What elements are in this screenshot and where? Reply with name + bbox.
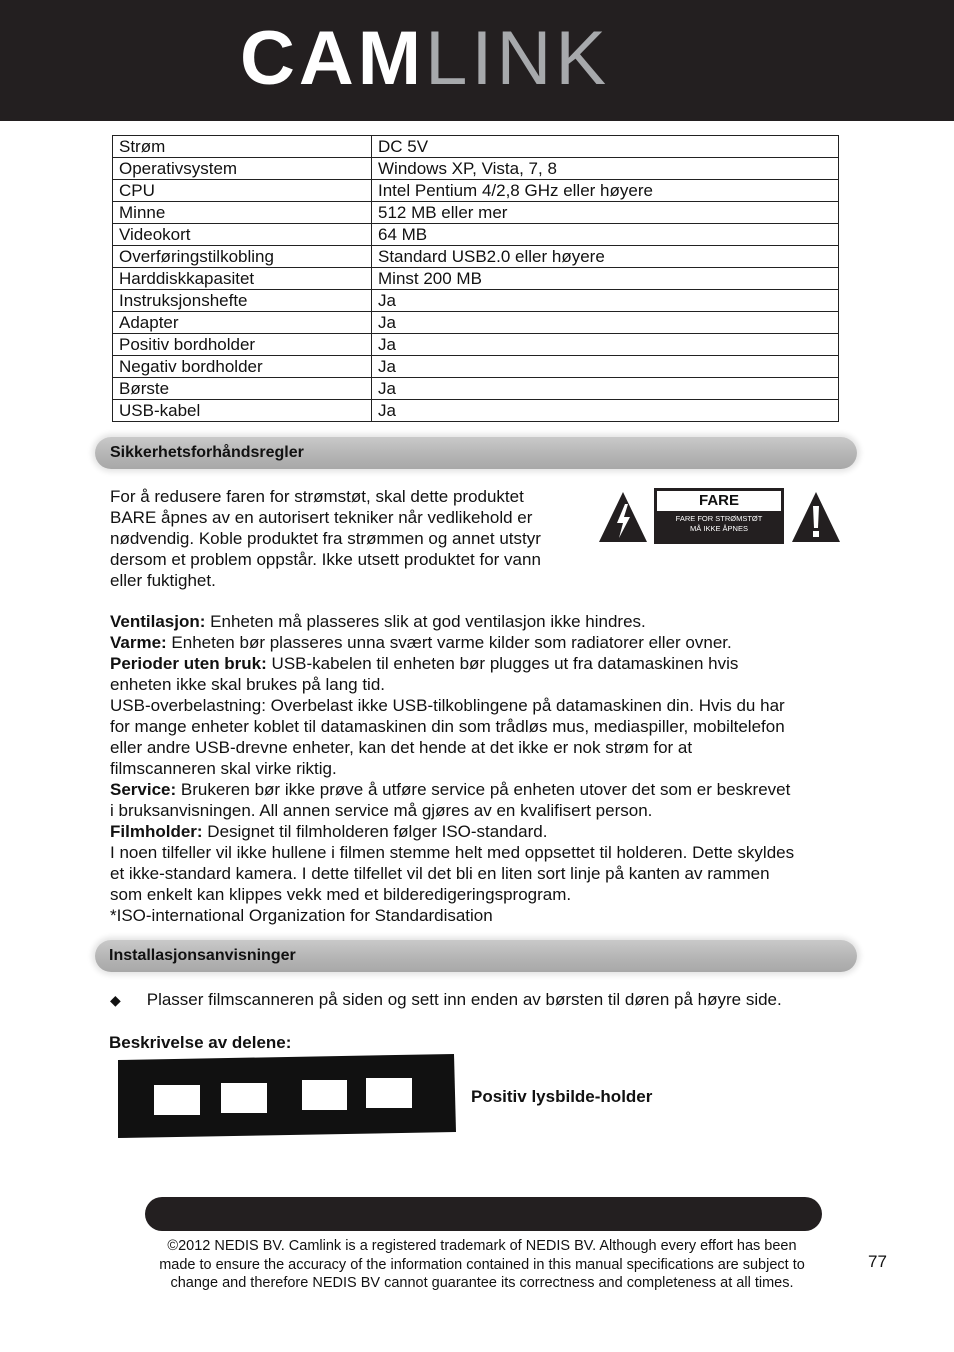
spec-value: 64 MB [372,224,839,246]
spec-key: Negativ bordholder [113,356,372,378]
usb-line: USB-overbelastning: Overbelast ikke USB-tilkoblingene på datamaskinen din. Hvis du har [110,696,785,715]
part-label: Positiv lysbilde-holder [471,1087,653,1106]
footer-bar [145,1197,822,1231]
spec-key: Videokort [113,224,372,246]
danger-label [654,488,784,544]
section-bar-safety [95,437,857,469]
heat-text: Enheten bør plasseres unna svært varme kilder som radiatorer eller ovner. [166,633,732,652]
ventilation-line [110,611,850,632]
danger-line: MÅ IKKE ÅPNES [690,524,748,533]
spec-value: Ja [372,400,839,422]
parts-heading: Beskrivelse av delene: [109,1033,292,1052]
slide-holder-image [116,1054,456,1138]
table-row [113,312,839,334]
spec-value: Ja [372,312,839,334]
table-row [113,290,839,312]
film-line: I noen tilfeller vil ikke hullene i filmen stemme helt med oppsettet til holderen. Dette skyldes [110,843,795,862]
safety-intro [110,486,580,591]
table-row [113,180,839,202]
section-bar-install [95,940,857,972]
service-line [110,779,850,800]
specs-table [112,135,839,422]
danger-line: FARE FOR STRØMSTØT [675,514,763,523]
diamond-bullet-icon: ◆ [110,992,121,1008]
film-holder-text: Designet til filmholderen følger ISO-standard. [202,822,548,841]
ventilation-text: Enheten må plasseres slik at god ventilasjon ikke hindres. [205,612,646,631]
spec-value: Ja [372,290,839,312]
table-row [113,356,839,378]
table-row [113,136,839,158]
table-row [113,158,839,180]
spec-key: Instruksjonshefte [113,290,372,312]
film-holder-label: Filmholder: [110,822,203,841]
idle-line-2: enheten ikke skal brukes på lang tid. [110,675,386,694]
table-row [113,334,839,356]
spec-value: 512 MB eller mer [372,202,839,224]
spec-key: Adapter [113,312,372,334]
service-line-2: i bruksanvisningen. All annen service må gjøres av en kvalifisert person. [110,801,653,820]
heat-line [110,632,850,653]
spec-key: Børste [113,378,372,400]
exclamation-warning-icon [790,490,842,544]
film-line: som enkelt kan klippes vekk med et bilderedigeringsprogram. [110,885,572,904]
table-row [113,378,839,400]
section-heading-install: Installasjonsanvisninger [109,947,296,964]
film-line: *ISO-international Organization for Standardisation [110,906,493,925]
table-row [113,202,839,224]
spec-value: Ja [372,334,839,356]
logo-cam: CAM [240,16,426,101]
spec-key: Overføringstilkobling [113,246,372,268]
spec-key: Minne [113,202,372,224]
safety-intro-line: BARE åpnes av en autorisert tekniker når vedlikehold er [110,508,533,527]
warning-labels [597,488,842,546]
spec-key: USB-kabel [113,400,372,422]
usb-line: eller andre USB-drevne enheter, kan det hende at det ikke er nok strøm for at [110,738,693,757]
ventilation-label: Ventilasjon: [110,612,206,631]
footer-line: change and therefore NEDIS BV cannot guarantee its correctness and completeness at all times. [170,1275,794,1291]
spec-value: Minst 200 MB [372,268,839,290]
spec-value: Intel Pentium 4/2,8 GHz eller høyere [372,180,839,202]
spec-key: Harddiskkapasitet [113,268,372,290]
safety-intro-line: dersom et problem oppstår. Ikke utsett produktet for vann [110,550,541,569]
page-header [0,0,954,121]
danger-title: FARE [657,491,781,511]
safety-intro-line: For å redusere faren for strømstøt, skal dette produktet [110,487,524,506]
camlink-logo [240,16,611,101]
table-row [113,400,839,422]
safety-intro-line: eller fuktighet. [110,571,216,590]
spec-key: Operativsystem [113,158,372,180]
usb-line: filmscanneren skal virke riktig. [110,759,337,778]
install-bullet-text: Plasser filmscanneren på siden og sett inn enden av børsten til døren på høyre side. [146,990,782,1009]
spec-key: Strøm [113,136,372,158]
table-row [113,224,839,246]
spec-value: DC 5V [372,136,839,158]
usb-line: for mange enheter koblet til datamaskinen din som trådløs mus, mediaspiller, mobiltelefon [110,717,785,736]
footer-line: made to ensure the accuracy of the information contained in this manual specifications are subject to [159,1256,805,1273]
film-holder-line [110,821,850,842]
idle-text: USB-kabelen til enheten bør plugges ut fra datamaskinen hvis [266,654,739,673]
footer-copyright [120,1237,844,1293]
danger-subtext [655,514,783,534]
safety-details [110,611,850,926]
idle-label: Perioder uten bruk: [110,654,267,673]
heat-label: Varme: [110,633,167,652]
logo-link: LINK [425,16,611,101]
safety-intro-line: nødvendig. Koble produktet fra strømmen og annet utstyr [110,529,541,548]
section-heading-safety: Sikkerhetsforhåndsregler [110,444,304,461]
film-line: et ikke-standard kamera. I dette tilfellet vil det bli en liten sort linje på kanten av rammen [110,864,770,883]
footer-line: ©2012 NEDIS BV. Camlink is a registered trademark of NEDIS BV. Although every effort has been [167,1238,797,1254]
lightning-warning-icon [597,490,649,544]
install-bullet [110,989,782,1011]
spec-value: Standard USB2.0 eller høyere [372,246,839,268]
spec-value: Windows XP, Vista, 7, 8 [372,158,839,180]
idle-line [110,653,850,674]
spec-value: Ja [372,378,839,400]
table-row [113,268,839,290]
service-label: Service: [110,780,177,799]
table-row [113,246,839,268]
page-number: 77 [868,1252,887,1271]
spec-key: CPU [113,180,372,202]
service-text: Brukeren bør ikke prøve å utføre service på enheten utover det som er beskrevet [176,780,791,799]
spec-value: Ja [372,356,839,378]
spec-key: Positiv bordholder [113,334,372,356]
